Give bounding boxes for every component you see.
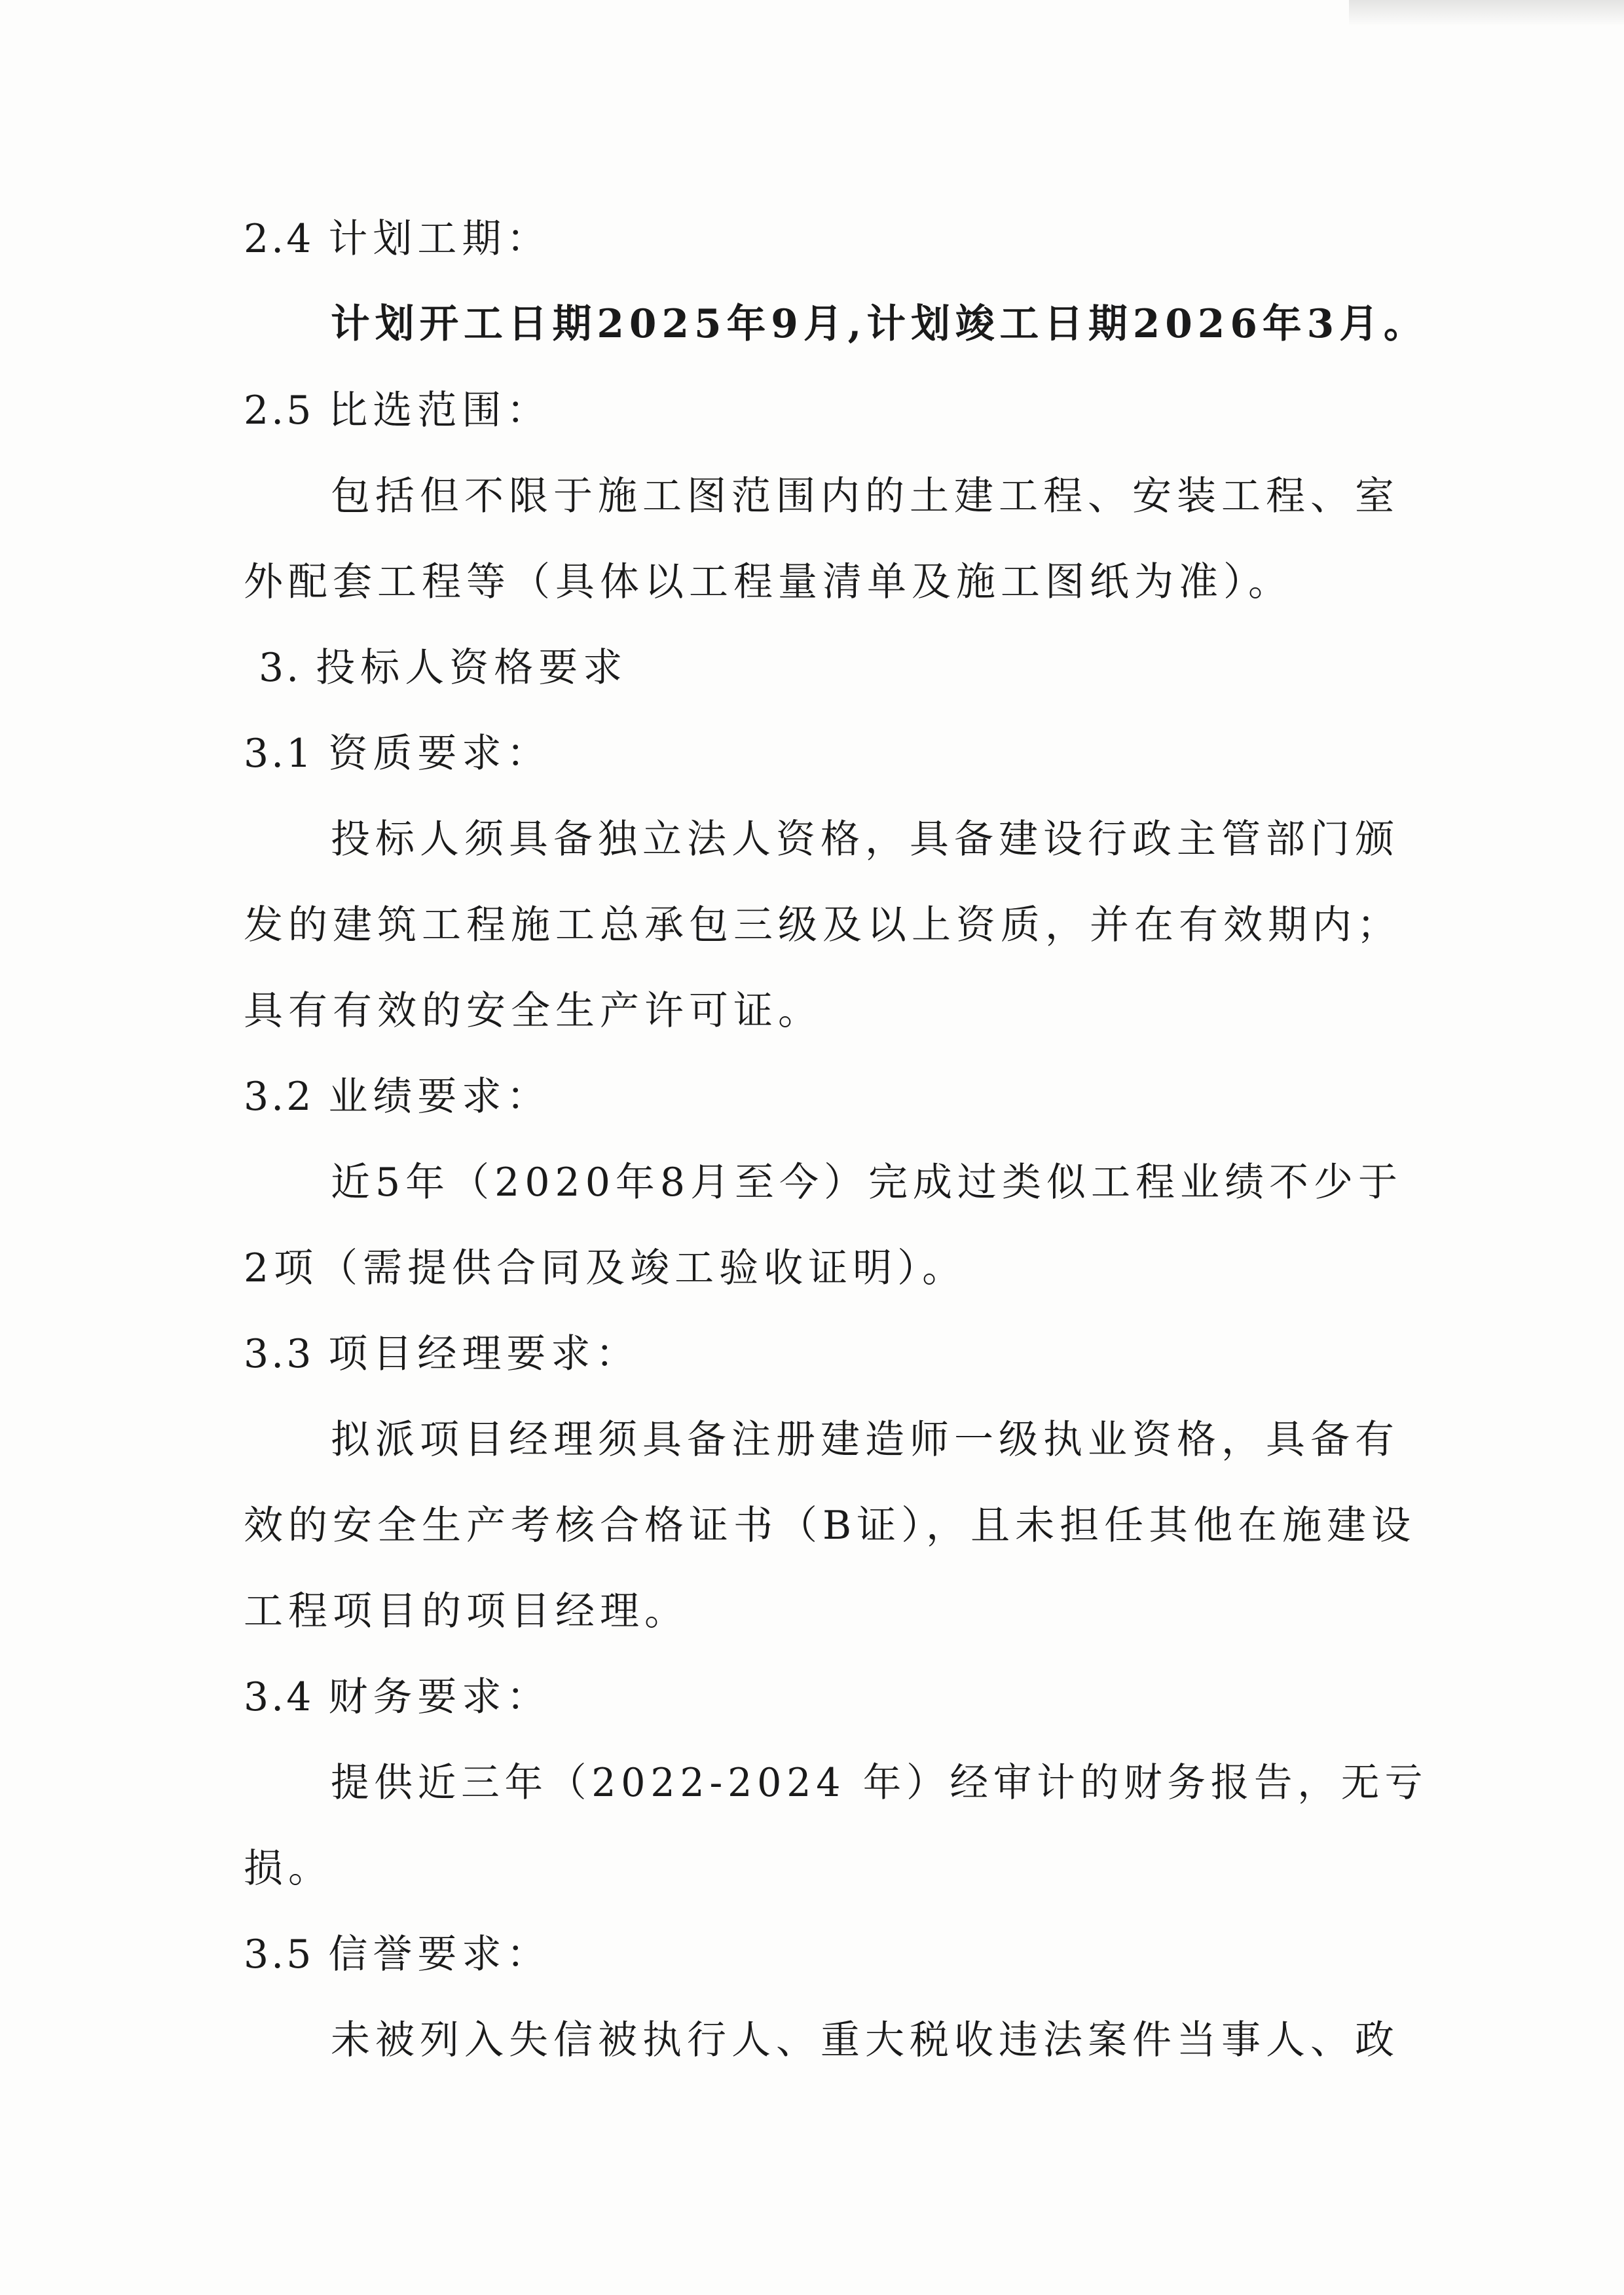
section-title: 信誉要求： — [328, 1932, 551, 1977]
paragraph-line: 发的建筑工程施工总承包三级及以上资质，并在有效期内； — [244, 902, 1401, 948]
section-heading-2-5 — [244, 384, 551, 437]
section-title: 资质要求： — [328, 731, 551, 777]
section-heading-3-1 — [244, 727, 551, 780]
section-title: 财务要求： — [328, 1674, 551, 1720]
paragraph-line: 效的安全生产考核合格证书（B证），且未担任其他在施建设 — [244, 1503, 1416, 1549]
section-number: 2.4 — [244, 216, 314, 262]
section-heading-3-5 — [244, 1928, 551, 1981]
paragraph-line: 包括但不限于施工图范围内的土建工程、安装工程、室 — [331, 473, 1399, 519]
section-heading-2-4 — [244, 213, 551, 265]
section-number: 3.2 — [244, 1074, 314, 1120]
section-number: 3.1 — [244, 731, 314, 777]
paragraph-line: 近5年（2020年8月至今）完成过类似工程业绩不少于 — [331, 1160, 1403, 1205]
paragraph-line: 拟派项目经理须具备注册建造师一级执业资格，具备有 — [331, 1417, 1399, 1463]
section-heading-3 — [259, 642, 627, 694]
section-heading-3-2 — [244, 1071, 551, 1123]
section-title: 比选范围： — [328, 388, 551, 433]
section-title: 业绩要求： — [328, 1074, 551, 1120]
section-title: 项目经理要求： — [328, 1331, 640, 1377]
paragraph-line: 工程项目的项目经理。 — [244, 1588, 689, 1634]
section-number: 3. — [259, 645, 302, 691]
paragraph-line: 具有有效的安全生产许可证。 — [244, 988, 822, 1034]
paragraph-line: 外配套工程等（具体以工程量清单及施工图纸为准）。 — [244, 559, 1293, 605]
section-number: 3.3 — [244, 1331, 314, 1377]
paragraph-line: 投标人须具备独立法人资格，具备建设行政主管部门颁 — [331, 817, 1399, 862]
section-number: 3.4 — [244, 1674, 314, 1720]
section-heading-3-3 — [244, 1328, 640, 1380]
section-title: 计划工期： — [328, 216, 551, 262]
section-number: 3.5 — [244, 1932, 314, 1977]
scan-edge-shadow — [1349, 0, 1624, 26]
section-title: 投标人资格要求 — [316, 645, 628, 691]
section-number: 2.5 — [244, 388, 314, 433]
paragraph-line: 损。 — [244, 1846, 333, 1892]
paragraph-line: 计划开工日期2025年9月,计划竣工日期2026年3月。 — [331, 301, 1428, 347]
paragraph-line: 2项（需提供合同及竣工验收证明）。 — [244, 1245, 967, 1291]
paragraph-line: 提供近三年（2022-2024 年）经审计的财务报告，无亏 — [331, 1760, 1428, 1806]
section-heading-3-4 — [244, 1671, 551, 1723]
paragraph-line: 未被列入失信被执行人、重大税收违法案件当事人、政 — [331, 2017, 1399, 2063]
